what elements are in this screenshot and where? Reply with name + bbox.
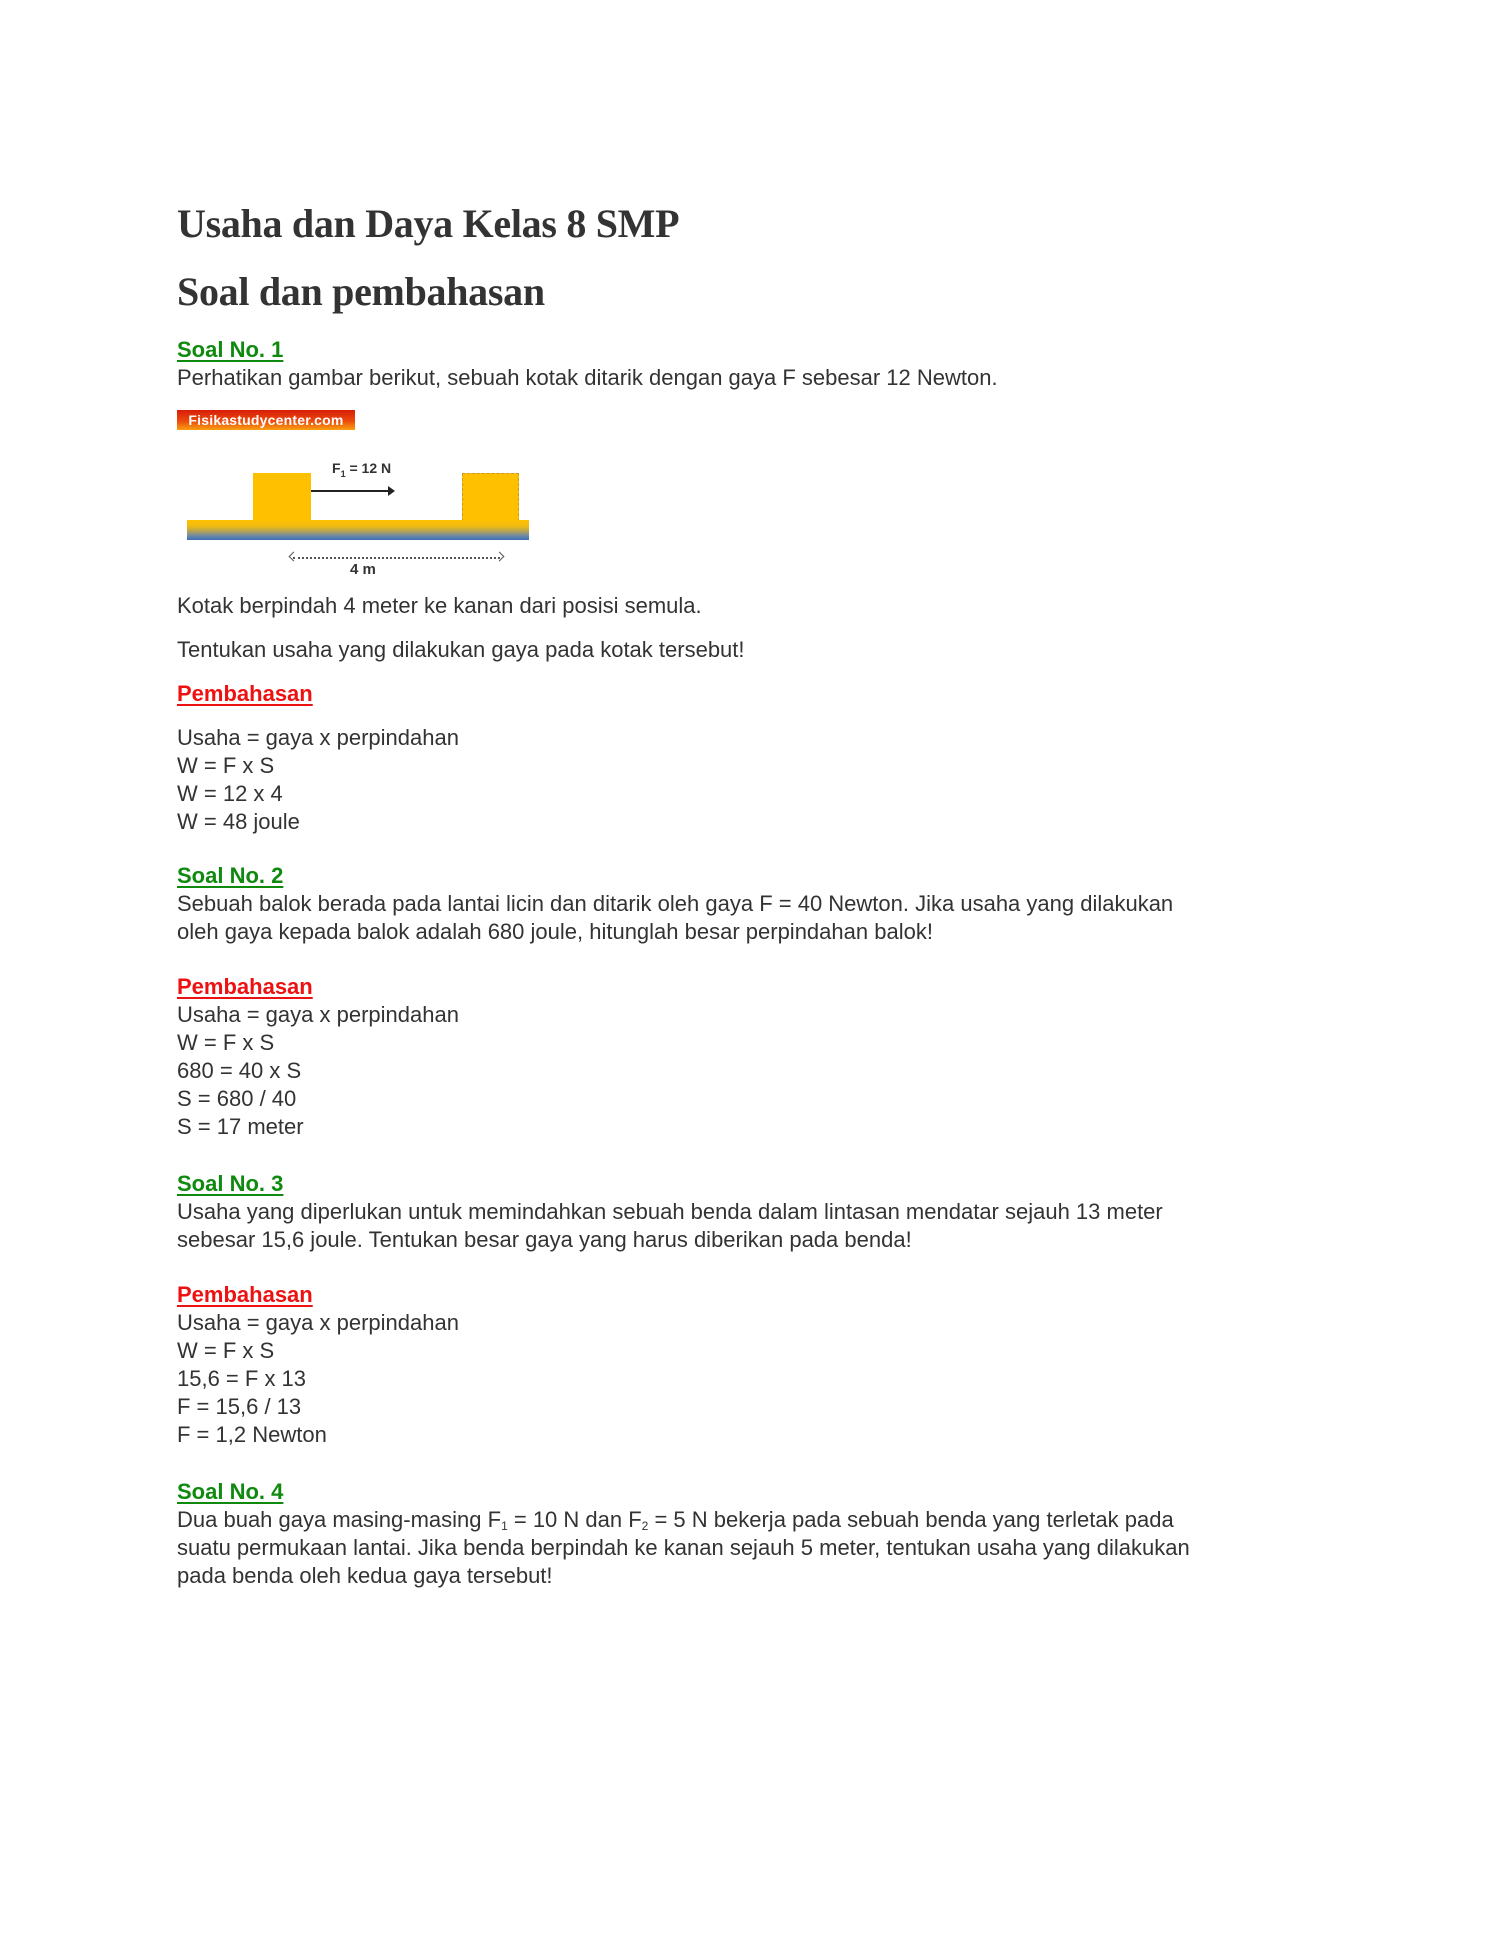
solution-line: W = F x S <box>177 1338 275 1363</box>
solution-line: 15,6 = F x 13 <box>177 1366 307 1391</box>
problem-2-heading[interactable]: Soal No. 2 <box>177 863 284 888</box>
problem-1-instruction: Tentukan usaha yang dilakukan gaya pada kotak tersebut! <box>177 637 745 662</box>
solution-line: W = 12 x 4 <box>177 781 283 806</box>
problem-1-question: Perhatikan gambar berikut, sebuah kotak ditarik dengan gaya F sebesar 12 Newton. <box>177 365 998 390</box>
solution-line: W = 48 joule <box>177 809 300 834</box>
question-line: Usaha yang diperlukan untuk memindahkan sebuah benda dalam lintasan mendatar sejauh 13 meter <box>177 1199 1163 1224</box>
page-subtitle: Soal dan pembahasan <box>177 269 545 314</box>
solution-line: 680 = 40 x S <box>177 1058 302 1083</box>
problem-3-question <box>177 1198 1163 1254</box>
problem-2-question <box>177 890 1173 946</box>
box-final-position <box>462 473 519 521</box>
problem-4-heading[interactable]: Soal No. 4 <box>177 1479 284 1504</box>
problem-1-solution <box>177 724 459 836</box>
solution-line: Usaha = gaya x perpindahan <box>177 725 459 750</box>
solution-line: Usaha = gaya x perpindahan <box>177 1310 459 1335</box>
problem-1-displacement-text: Kotak berpindah 4 meter ke kanan dari posisi semula. <box>177 593 702 618</box>
box-initial-position <box>253 473 311 521</box>
solution-line: W = F x S <box>177 753 275 778</box>
question-line: suatu permukaan lantai. Jika benda berpindah ke kanan sejauh 5 meter, tentukan usaha yang dilakukan <box>177 1535 1190 1560</box>
distance-label: 4 m <box>350 561 376 578</box>
solution-line: Usaha = gaya x perpindahan <box>177 1002 459 1027</box>
work-diagram <box>180 450 550 580</box>
force-label: $F_1 = 12$ N <box>332 460 392 479</box>
problem-3-heading[interactable]: Soal No. 3 <box>177 1171 284 1196</box>
problem-1-solution-heading[interactable]: Pembahasan <box>177 681 313 706</box>
distance-arrow-icon <box>293 557 500 559</box>
solution-line: F = 1,2 Newton <box>177 1422 327 1447</box>
problem-3-solution <box>177 1309 459 1449</box>
page-title: Usaha dan Daya Kelas 8 SMP <box>177 201 680 246</box>
question-line: Sebuah balok berada pada lantai licin dan ditarik oleh gaya F = 40 Newton. Jika usaha yang dilakukan <box>177 891 1174 916</box>
floor-surface <box>187 520 529 540</box>
question-line: Dua buah gaya masing-masing $F_1 = 10$ N dan $F_2 = 5$ N bekerja pada sebuah benda yang terletak pada <box>177 1507 1174 1533</box>
problem-1-heading[interactable]: Soal No. 1 <box>177 337 284 362</box>
problem-3-solution-heading[interactable]: Pembahasan <box>177 1282 313 1307</box>
force-arrow-icon <box>311 490 389 492</box>
solution-line: F = 15,6 / 13 <box>177 1394 302 1419</box>
solution-line: S = 680 / 40 <box>177 1086 297 1111</box>
fisikastudycenter-logo: Fisikastudycenter.com <box>177 410 355 430</box>
question-line: oleh gaya kepada balok adalah 680 joule, hitunglah besar perpindahan balok! <box>177 919 933 944</box>
solution-line: S = 17 meter <box>177 1114 304 1139</box>
problem-2-solution-heading[interactable]: Pembahasan <box>177 974 313 999</box>
question-line: sebesar 15,6 joule. Tentukan besar gaya yang harus diberikan pada benda! <box>177 1227 912 1252</box>
problem-4-question <box>177 1506 1190 1590</box>
question-line: pada benda oleh kedua gaya tersebut! <box>177 1563 553 1588</box>
problem-2-solution <box>177 1001 459 1141</box>
solution-line: W = F x S <box>177 1030 275 1055</box>
